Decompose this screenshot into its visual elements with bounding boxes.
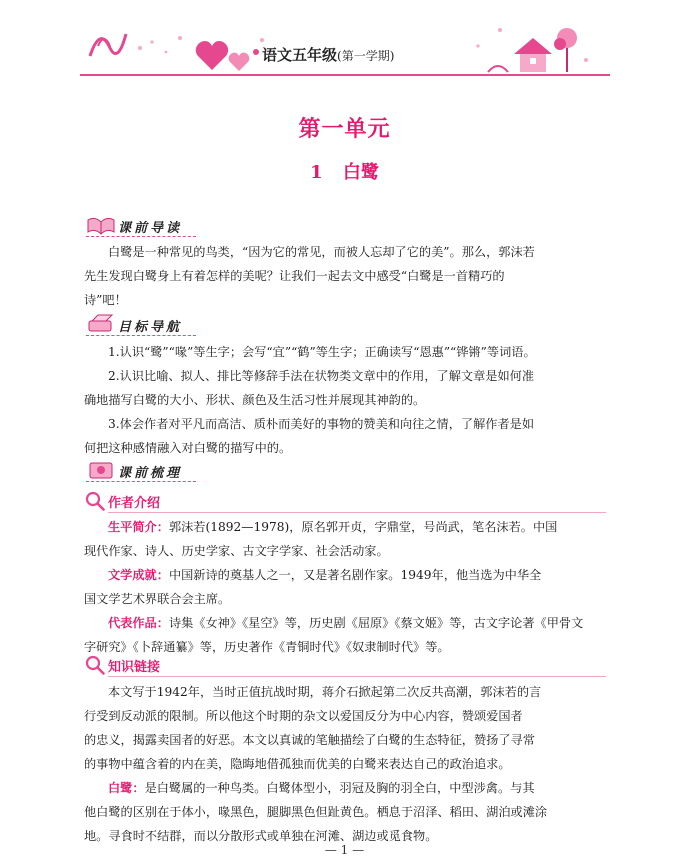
section-preview-underline: [86, 236, 196, 238]
lesson-title: [0, 158, 689, 184]
works-label: 代表作品：: [108, 616, 169, 630]
egret-text: 他白鹭的区别在于体小，喙黑色，腿脚黑色但趾黄色。栖息于沼泽、稻田、湖泊或滩涂: [84, 805, 548, 819]
author-heading-rule: [108, 512, 606, 513]
achievement-text: 中国新诗的奠基人之一，又是著名剧作家。1949年，他当选为中华全: [168, 568, 542, 582]
knowledge-heading: 知识链接: [108, 660, 161, 675]
author-bio: [84, 515, 606, 659]
achievement-text: 国文学艺术界联合会主席。: [84, 592, 231, 606]
preview-paragraph: [84, 240, 606, 312]
book-title: 语文五年级(第一学期): [262, 46, 395, 64]
egret-text: 是白鹭属的一种鸟类。白鹭体型小，羽冠及胸的羽全白，中型涉禽。与其: [144, 781, 535, 795]
section-overview-underline: [86, 481, 196, 483]
target-book-icon: [86, 313, 116, 335]
background-line: 的事物中蕴含着的内在美，隐晦地借孤独而优美的白鹭来表达自己的政治追求。: [84, 757, 511, 771]
goals-list: [84, 340, 606, 460]
section-goals-underline: [86, 335, 196, 337]
knowledge-heading-rule: [108, 676, 606, 677]
goal-item: 确地描写白鹭的大小、形状、颜色及生活习性并展现其神韵的。: [84, 393, 426, 407]
goal-item: 2.认识比喻、拟人、排比等修辞手法在状物类文章中的作用，了解文章是如何准: [108, 369, 535, 383]
background-line: 本文写于1942年，当时正值抗战时期，蒋介石掀起第二次反共高潮，郭沫若的言: [108, 685, 542, 699]
section-overview-label: 课前梳理: [118, 466, 183, 481]
unit-title: 第一单元: [298, 116, 391, 142]
bio-text: 现代作家、诗人、历史学家、古文字学家、社会活动家。: [84, 544, 389, 558]
lesson-name: 白鹭: [342, 162, 379, 183]
open-book-icon: [86, 214, 116, 236]
notebook-icon: [86, 459, 116, 481]
egret-text: 地。寻食时不结群，而以分散形式或单独在河滩、湖边或觅食物。: [84, 829, 438, 843]
magnifier-icon: [84, 654, 106, 676]
bio-label: 生平简介：: [108, 520, 169, 534]
page-number: — 1 —: [324, 843, 365, 857]
section-preview-label: 课前导读: [118, 221, 183, 236]
lesson-number: 1: [310, 162, 323, 183]
preview-line: 诗”吧！: [84, 293, 127, 307]
preview-line: 先生发现白鹭身上有着怎样的美呢？让我们一起去文中感受“白鹭是一首精巧的: [84, 269, 505, 283]
background-line: 的忠义，揭露卖国者的好恶。本文以真诚的笔触描绘了白鹭的生态特征，赞扬了寻常: [84, 733, 535, 747]
goal-item: 1.认识“鹭”“喙”等生字；会写“宜”“鹤”等生字；正确读写“恩惠”“铧锵”等词语。: [108, 345, 536, 359]
works-text: 诗集《女神》《星空》等，历史剧《屈原》《蔡文姬》等，古文字论著《甲骨文: [168, 616, 584, 630]
bio-text: 郭沫若(1892—1978)，原名郭开贞，字鼎堂，号尚武，笔名沫若。中国: [168, 520, 558, 534]
magnifier-icon: [84, 490, 106, 512]
works-text: 字研究》《卜辞通纂》等，历史著作《青铜时代》《奴隶制时代》等。: [84, 640, 450, 654]
author-heading: 作者介绍: [108, 496, 161, 511]
egret-label: 白鹭：: [108, 781, 145, 795]
preview-line: 白鹭是一种常见的鸟类，“因为它的常见，而被人忘却了它的美”。那么，郭沫若: [108, 245, 535, 259]
goal-item: 3.体会作者对平凡而高洁、质朴而美好的事物的赞美和向往之情，了解作者是如: [108, 417, 535, 431]
section-goals-label: 目标导航: [118, 320, 183, 335]
knowledge-background: [84, 680, 606, 848]
background-line: 行受到反动派的限制。所以他这个时期的杂文以爱国反分为中心内容，赞颂爱国者: [84, 709, 523, 723]
achievement-label: 文学成就：: [108, 568, 169, 582]
header-rule: [80, 74, 610, 76]
book-subtitle: (第一学期): [337, 49, 395, 63]
goal-item: 何把这种感情融入对白鹭的描写中的。: [84, 441, 292, 455]
